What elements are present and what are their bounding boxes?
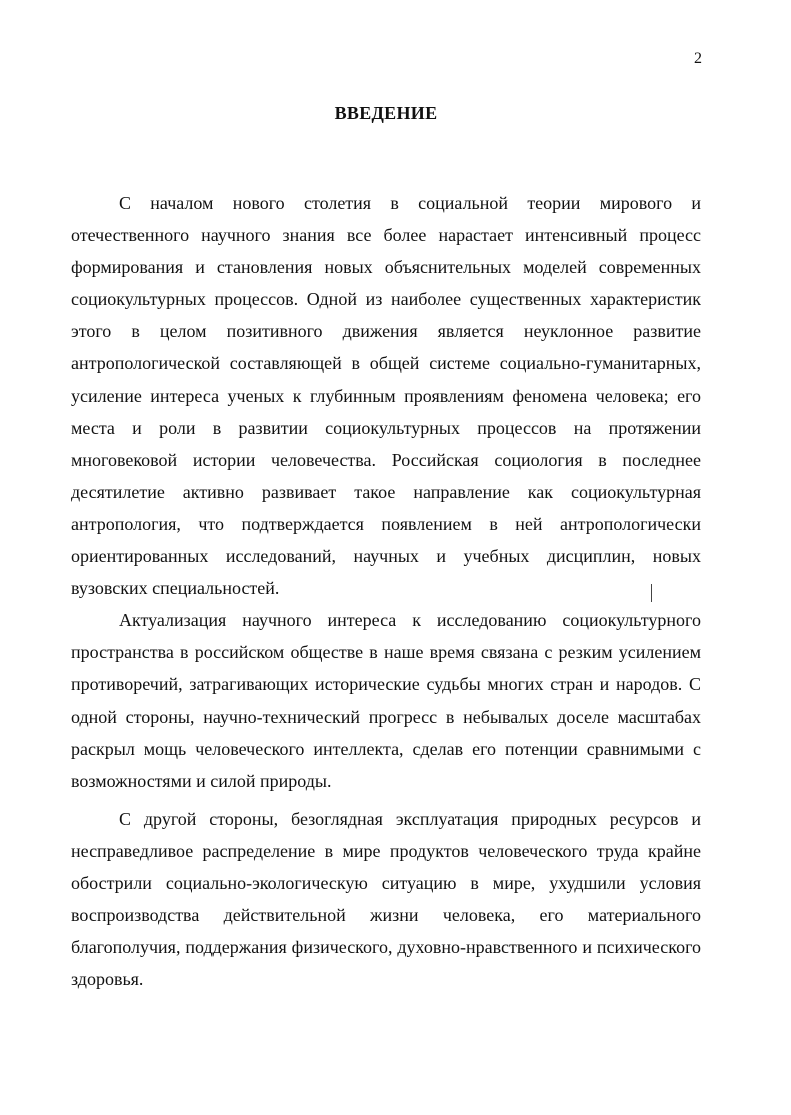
paragraph-2: Актуализация научного интереса к исследованию социокультурного пространства в российском обществе в наше время связана с резким усилением противоречий, затрагивающих исторические судьбы многих стран и народов. С одной стороны, научно-технический прогресс в небывалых доселе масштабах раскрыл мощь человеческого интеллекта, сделав его потенции сравнимыми с возможностями и силой природы. xyxy=(71,610,701,791)
paragraph-3: С другой стороны, безоглядная эксплуатация природных ресурсов и несправедливое распределение в мире продуктов человеческого труда крайне обострили социально-экологическую ситуацию в мире, ухудшили условия воспроизводства действительной жизни человека, его материального благополучия, поддержания физического, духовно-нравственного и психического здоровья. xyxy=(71,808,701,990)
document-body xyxy=(71,187,701,995)
scan-mark xyxy=(651,584,652,602)
page-number: 2 xyxy=(694,50,702,67)
paragraph-1: С началом нового столетия в социальной теории мирового и отечественного научного знания все более нарастает интенсивный процесс формирования и становления новых объяснительных моделей современных социокультурных процессов. Одной из наиболее существенных характеристик этого в целом позитивного движения является неуклонное развитие антропологической составляющей в общей системе социально-гуманитарных, усиление интереса ученых к глубинным проявлениям феномена человека; его места и роли в развитии социокультурных процессов на протяжении многовековой истории человечества. Российская социология в последнее десятилетие активно развивает такое направление как социокультурная антропология, что подтверждается появлением в ней антропологически ориентированных исследований, научных и учебных дисциплин, новых вузовских специальностей. xyxy=(71,193,701,599)
page-title: ВВЕДЕНИЕ xyxy=(334,103,438,123)
